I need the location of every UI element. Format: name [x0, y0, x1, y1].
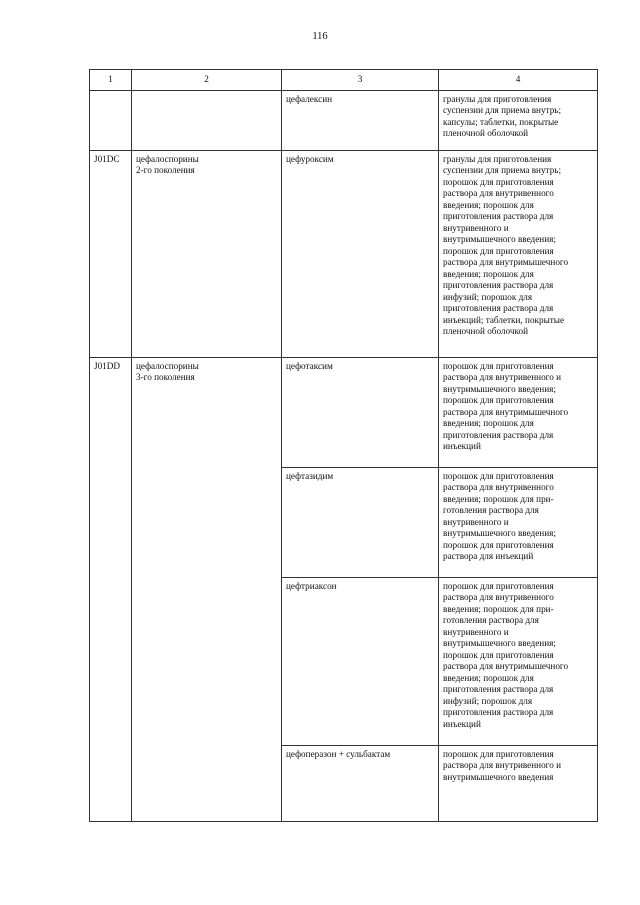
drug-name-cell: цефтриаксон [282, 577, 439, 745]
atc-code-cell: J01DC [90, 150, 132, 357]
column-header-4: 4 [439, 70, 598, 91]
table-row [90, 357, 598, 467]
drug-name-cell: цефоперазон + сульбактам [282, 745, 439, 821]
dosage-forms-cell: порошок для приготовления раствора для внутривенного и внутримышечного введения [439, 745, 598, 821]
dosage-forms-cell: порошок для приготовления раствора для внутривенного введения; порошок для при- готовления раствора для внутривенного и внутримышечного введения; порошок для приготовления раствора для инъекций [439, 467, 598, 577]
dosage-forms-cell: порошок для приготовления раствора для внутривенного и внутримышечного введения; порошок для приготовления раствора для внутримышечного введения; порошок для приготовления раствора для инъекций [439, 357, 598, 467]
drug-name-cell: цефотаксим [282, 357, 439, 467]
page-number: 116 [312, 31, 328, 42]
atc-code-cell [90, 90, 132, 150]
table-row [90, 90, 598, 150]
table-header-row [90, 70, 598, 91]
group-name-cell: цефалоспорины 3-го поколения [132, 357, 282, 821]
dosage-forms-cell: порошок для приготовления раствора для внутривенного введения; порошок для при- готовления раствора для внутривенного и внутримышечного введения; порошок для приготовления раствора для внутримышечного введения; порошок для приготовления раствора для инфузий; порошок для приготовления раствора для инъекций [439, 577, 598, 745]
drug-table [89, 69, 598, 822]
group-name-cell [132, 90, 282, 150]
dosage-forms-cell: гранулы для приготовления суспензии для приема внутрь; капсулы; таблетки, покрытые пленочной оболочкой [439, 90, 598, 150]
group-name-cell: цефалоспорины 2-го поколения [132, 150, 282, 357]
drug-name-cell: цефуроксим [282, 150, 439, 357]
dosage-forms-cell: гранулы для приготовления суспензии для приема внутрь; порошок для приготовления раствора для внутривенного введения; порошок для приготовления раствора для внутривенного и внутримышечного введения; порошок для приготовления раствора для внутримышечного введения; порошок для приготовления раствора для инфузий; порошок для приготовления раствора для инъекций; таблетки, покрытые пленочной оболочкой [439, 150, 598, 357]
column-header-3: 3 [282, 70, 439, 91]
column-header-1: 1 [90, 70, 132, 91]
table-row [90, 150, 598, 357]
column-header-2: 2 [132, 70, 282, 91]
drug-name-cell: цефалексин [282, 90, 439, 150]
drug-name-cell: цефтазидим [282, 467, 439, 577]
atc-code-cell: J01DD [90, 357, 132, 821]
